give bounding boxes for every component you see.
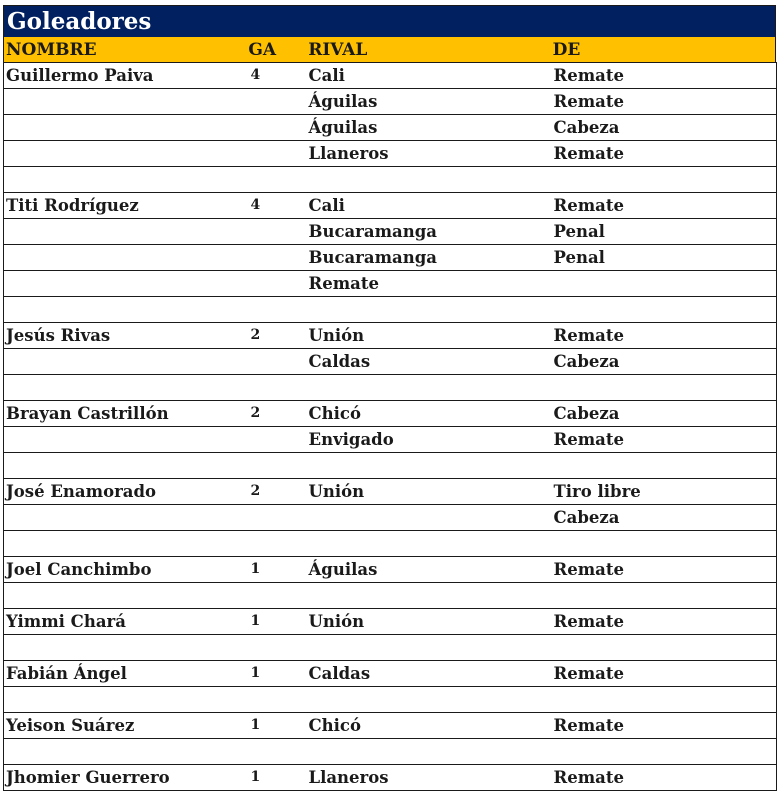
player-name-cell [4, 297, 247, 323]
goal-type-cell [552, 453, 777, 479]
table-row [4, 193, 777, 219]
rival-cell: Águilas [307, 557, 552, 583]
table-row [4, 557, 777, 583]
goal-type-cell [552, 167, 777, 193]
rival-cell: Bucaramanga [307, 219, 552, 245]
goal-type-cell: Penal [552, 219, 777, 245]
goal-type-cell: Remate [552, 609, 777, 635]
goals-cell [247, 375, 307, 401]
table-row [4, 219, 777, 245]
table-row [4, 167, 777, 193]
player-name-cell [4, 583, 247, 609]
goal-type-cell [552, 531, 777, 557]
goals-cell [247, 427, 307, 453]
player-name-cell [4, 687, 247, 713]
goals-cell: 1 [247, 661, 307, 687]
player-name-cell: Brayan Castrillón [4, 401, 247, 427]
sheet-title: Goleadores [3, 5, 776, 37]
table-row [4, 739, 777, 765]
player-name-cell [4, 635, 247, 661]
player-name-cell [4, 141, 247, 167]
table-row [4, 765, 777, 791]
goals-cell [247, 245, 307, 271]
goals-cell: 2 [247, 479, 307, 505]
column-header-ga: GA [248, 39, 277, 60]
goals-cell [247, 739, 307, 765]
player-name-cell [4, 453, 247, 479]
goals-cell [247, 115, 307, 141]
rival-cell: Caldas [307, 661, 552, 687]
table-row [4, 375, 777, 401]
player-name-cell [4, 167, 247, 193]
column-header-de: DE [552, 39, 581, 60]
goals-cell [247, 219, 307, 245]
goal-type-cell: Remate [552, 661, 777, 687]
rival-cell: Caldas [307, 349, 552, 375]
rival-cell [307, 505, 552, 531]
table-row [4, 271, 777, 297]
player-name-cell [4, 219, 247, 245]
goal-type-cell: Remate [552, 427, 777, 453]
table-row [4, 141, 777, 167]
rival-cell [307, 297, 552, 323]
table-row [4, 505, 777, 531]
player-name-cell [4, 505, 247, 531]
table-row [4, 89, 777, 115]
goal-type-cell: Remate [552, 63, 777, 89]
table-row [4, 609, 777, 635]
rival-cell [307, 167, 552, 193]
goal-type-cell [552, 635, 777, 661]
goal-type-cell [552, 271, 777, 297]
goal-type-cell: Remate [552, 89, 777, 115]
goal-type-cell: Remate [552, 713, 777, 739]
goal-type-cell [552, 739, 777, 765]
player-name-cell [4, 375, 247, 401]
table-row [4, 349, 777, 375]
goals-cell: 4 [247, 63, 307, 89]
goals-cell [247, 453, 307, 479]
scorers-sheet [3, 5, 776, 791]
player-name-cell [4, 739, 247, 765]
player-name-cell [4, 89, 247, 115]
goal-type-cell [552, 297, 777, 323]
player-name-cell [4, 349, 247, 375]
goal-type-cell: Remate [552, 323, 777, 349]
rival-cell [307, 453, 552, 479]
goals-cell: 4 [247, 193, 307, 219]
player-name-cell: Yimmi Chará [4, 609, 247, 635]
goals-cell: 2 [247, 323, 307, 349]
table-row [4, 245, 777, 271]
player-name-cell [4, 245, 247, 271]
rival-cell: Remate [307, 271, 552, 297]
rival-cell [307, 375, 552, 401]
goals-cell: 1 [247, 765, 307, 791]
table-row [4, 583, 777, 609]
rival-cell: Chicó [307, 713, 552, 739]
goals-cell: 1 [247, 609, 307, 635]
table-row [4, 661, 777, 687]
rival-cell: Chicó [307, 401, 552, 427]
table-row [4, 479, 777, 505]
player-name-cell [4, 427, 247, 453]
player-name-cell: Titi Rodríguez [4, 193, 247, 219]
goal-type-cell: Cabeza [552, 349, 777, 375]
goal-type-cell: Cabeza [552, 505, 777, 531]
rival-cell: Cali [307, 193, 552, 219]
rival-cell: Cali [307, 63, 552, 89]
goal-type-cell: Tiro libre [552, 479, 777, 505]
player-name-cell: Jesús Rivas [4, 323, 247, 349]
column-header-rival: RIVAL [308, 39, 368, 60]
rival-cell: Envigado [307, 427, 552, 453]
rival-cell: Bucaramanga [307, 245, 552, 271]
goals-cell [247, 687, 307, 713]
goal-type-cell: Remate [552, 557, 777, 583]
table-row [4, 687, 777, 713]
goals-cell [247, 89, 307, 115]
rival-cell [307, 687, 552, 713]
player-name-cell [4, 271, 247, 297]
player-name-cell: Yeison Suárez [4, 713, 247, 739]
player-name-cell: José Enamorado [4, 479, 247, 505]
table-row [4, 323, 777, 349]
goals-cell [247, 349, 307, 375]
rival-cell [307, 635, 552, 661]
goals-cell [247, 141, 307, 167]
scorers-table [3, 62, 777, 791]
player-name-cell: Jhomier Guerrero [4, 765, 247, 791]
goals-cell [247, 583, 307, 609]
goal-type-cell [552, 375, 777, 401]
column-header-nombre: NOMBRE [6, 39, 97, 60]
table-row [4, 297, 777, 323]
rival-cell: Llaneros [307, 765, 552, 791]
goals-cell [247, 531, 307, 557]
goal-type-cell: Cabeza [552, 401, 777, 427]
goals-cell: 1 [247, 713, 307, 739]
goal-type-cell: Remate [552, 193, 777, 219]
goals-cell: 2 [247, 401, 307, 427]
goal-type-cell: Penal [552, 245, 777, 271]
rival-cell: Águilas [307, 89, 552, 115]
rival-cell [307, 739, 552, 765]
table-row [4, 115, 777, 141]
goal-type-cell: Remate [552, 765, 777, 791]
player-name-cell: Joel Canchimbo [4, 557, 247, 583]
rival-cell: Unión [307, 479, 552, 505]
goals-cell [247, 271, 307, 297]
rival-cell: Unión [307, 323, 552, 349]
table-row [4, 713, 777, 739]
goal-type-cell [552, 687, 777, 713]
rival-cell [307, 531, 552, 557]
goals-cell [247, 297, 307, 323]
goals-cell [247, 505, 307, 531]
player-name-cell: Guillermo Paiva [4, 63, 247, 89]
player-name-cell: Fabián Ángel [4, 661, 247, 687]
rival-cell: Llaneros [307, 141, 552, 167]
table-row [4, 453, 777, 479]
goals-cell [247, 167, 307, 193]
goals-cell: 1 [247, 557, 307, 583]
table-row [4, 635, 777, 661]
rival-cell: Unión [307, 609, 552, 635]
table-row [4, 63, 777, 89]
column-header-row [3, 37, 776, 62]
player-name-cell [4, 115, 247, 141]
rival-cell: Águilas [307, 115, 552, 141]
table-row [4, 401, 777, 427]
goal-type-cell: Cabeza [552, 115, 777, 141]
goals-cell [247, 635, 307, 661]
table-row [4, 531, 777, 557]
player-name-cell [4, 531, 247, 557]
goal-type-cell: Remate [552, 141, 777, 167]
rival-cell [307, 583, 552, 609]
table-row [4, 427, 777, 453]
goal-type-cell [552, 583, 777, 609]
